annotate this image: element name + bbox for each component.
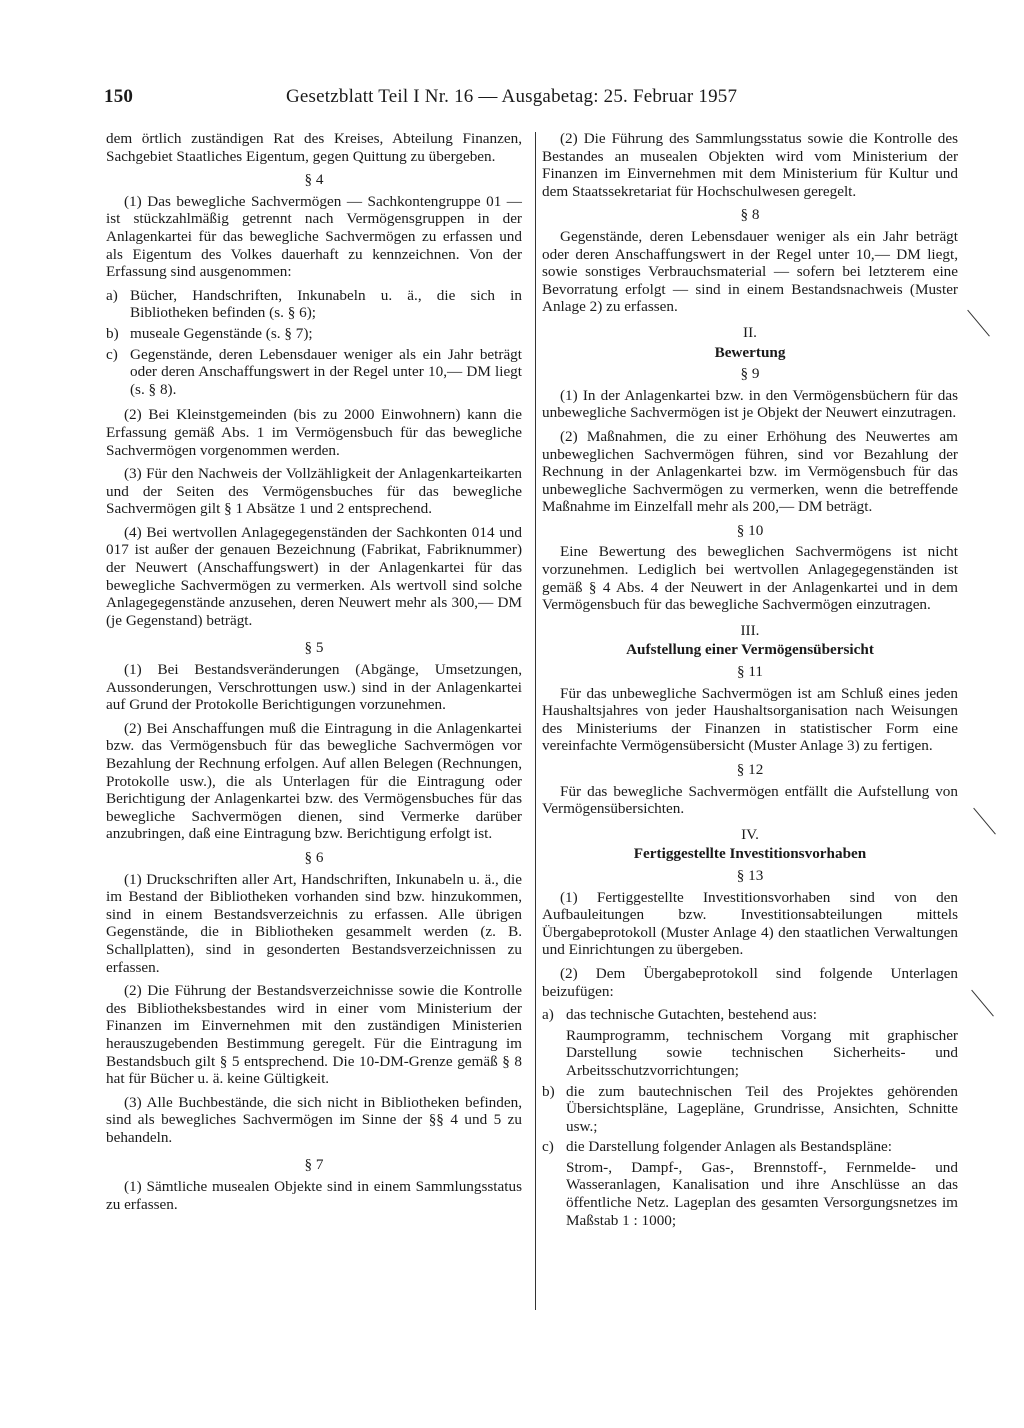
paragraph: (3) Für den Nachweis der Vollzähligkeit der Anlagenkarteikarten und der Seiten des Vermögensbuches für das bewegliche Sachvermögen gilt § 1 Absätze 1 und 2 entsprechend. — [106, 465, 522, 518]
page-header — [104, 86, 792, 108]
list-marker: c) — [542, 1138, 554, 1156]
paragraph: Eine Bewertung des beweglichen Sachvermögens ist nicht vorzunehmen. Lediglich bei wertvollen Anlagegegenständen ist gemäß § 4 Abs. 4 der Neuwert in der Anlagenkartei und in dem Vermögensbuch für das bewegliche Sachvermögen einzutragen. — [542, 543, 958, 614]
list-item — [106, 325, 522, 343]
list-text: museale Gegenstände (s. § 7); — [130, 324, 313, 342]
paragraph: Für das bewegliche Sachvermögen entfällt die Aufstellung von Vermögensübersichten. — [542, 782, 958, 818]
chapter-number: III. — [740, 621, 760, 639]
paragraph: (2) Bei Kleinstgemeinden (bis zu 2000 Einwohnern) kann die Erfassung gemäß Abs. 1 im Vermögensbuch für das bewegliche Sachvermögen vorgenommen werden. — [106, 406, 522, 459]
section-heading: § 4 — [304, 171, 324, 189]
list-text: das technische Gutachten, bestehend aus: — [566, 1006, 817, 1024]
section-heading: § 8 — [740, 206, 760, 224]
section-heading: § 7 — [304, 1156, 324, 1174]
section-heading: § 9 — [740, 365, 760, 383]
paragraph: (3) Alle Buchbestände, die sich nicht in Bibliotheken befinden, sind als bewegliches Sachvermögen im Sinne der §§ 4 und 5 zu behandeln. — [106, 1093, 522, 1146]
paragraph: Für das unbewegliche Sachvermögen ist am Schluß eines jeden Haushaltsjahres von jeder Haushaltsorganisation nach Weisungen des Ministeriums der Finanzen in statistischer Form eine vereinfachte Vermögensübersicht (Muster Anlage 3) zu fertigen. — [542, 684, 958, 755]
margin-mark — [973, 808, 996, 835]
paragraph: (2) Bei Anschaffungen muß die Eintragung in die Anlagenkartei bzw. das Vermögensbuch für das bewegliche Sachvermögen vor Bezahlung der Rechnung erfolgen. Auf allen Belegen (Rechnungen, Protokolle usw.), die als Unterlagen für die Eintragung oder Berichtigung der Anlagenkartei bzw. des Vermögensbuches für das bewegliche Sachvermögen dienen, sind Vermerke darüber anzubringen, daß eine Eintragung bzw. Berichtigung erfolgt ist. — [106, 719, 522, 843]
paragraph: (2) Die Führung der Bestandsverzeichnisse sowie die Kontrolle des Bibliotheksbestandes wird in einer vom Ministerium der Finanzen im Einvernehmen mit den zuständigen Ministerien herauszugebenden Bestimmung geregelt. Für die Eintragung im Bestandsbuch gilt § 5 entsprechend. Die 10-DM-Grenze gemäß § 8 hat für Bücher u. ä. keine Gültigkeit. — [106, 982, 522, 1088]
column-divider — [535, 132, 536, 1310]
list-text: Gegenstände, deren Lebensdauer weniger als ein Jahr beträgt oder deren Anschaffungswert in der Regel unter 10,— DM liegt (s. § 8). — [130, 345, 522, 398]
margin-mark — [967, 310, 990, 337]
paragraph: (1) Druckschriften aller Art, Handschriften, Inkunabeln u. ä., die im Bestand der Bibliotheken vorhanden sind bzw. hinzukommen, sind in einem Bestandsverzeichnis zu erfassen. Alle übrigen Gegenstände, die in Bibliotheken gesammelt werden (z. B. Schallplatten), sind in gesonderten Bestandsverzeichnissen zu erfassen. — [106, 870, 522, 976]
paragraph: (1) Fertiggestellte Investitionsvorhaben sind von den Aufbauleitungen bzw. Investitionsabteilungen mittels Übergabeprotokoll (Muster Anlage 4) den staatlichen Verwaltungen und Einrichtungen zu übergeben. — [542, 888, 958, 959]
list-text: die Darstellung folgender Anlagen als Bestandspläne: — [566, 1138, 893, 1156]
list-marker: a) — [542, 1006, 554, 1024]
section-heading: § 13 — [736, 866, 764, 884]
paragraph: (1) Bei Bestandsveränderungen (Abgänge, Umsetzungen, Aussonderungen, Verschrottungen usw.) sind in der Anlagenkartei auf Grund der Protokolle Berichtigungen vorzunehmen. — [106, 661, 522, 714]
list-marker: b) — [542, 1082, 555, 1100]
left-column — [106, 130, 522, 1219]
list-marker: c) — [106, 345, 118, 363]
list-text: die zum bautechnischen Teil des Projektes gehörenden Übersichtspläne, Lagepläne, Grundrisse, Ansichten, Schnitte usw.; — [566, 1082, 958, 1135]
margin-mark — [971, 990, 994, 1017]
list-subtext: Strom-, Dampf-, Gas-, Brennstoff-, Fernmelde- und Wasseranlagen, Kanalisation und ihre Anschlüsse an das öffentliche Netz. Lageplan des gesamten Versorgungsnetzes im Maßstab 1 : 1000; — [566, 1158, 958, 1229]
list-item — [542, 1083, 958, 1136]
paragraph: (2) Dem Übergabeprotokoll sind folgende Unterlagen beizufügen: — [542, 964, 958, 1000]
section-heading: § 10 — [736, 521, 764, 539]
section-heading: § 12 — [736, 761, 764, 778]
section-heading: § 6 — [304, 848, 324, 866]
section-heading: § 5 — [304, 639, 324, 657]
chapter-title: Bewertung — [714, 343, 786, 361]
paragraph: (2) Maßnahmen, die zu einer Erhöhung des Neuwertes am unbeweglichen Sachvermögen führen, sind vor Bezahlung der Rechnung in der Anlagenkartei bzw. im Vermögensbuch für das unbewegliche Sachvermögen zu vermerken, wenn die betreffende Maßnahme im Einzelfall mehr als 200,— DM beträgt. — [542, 427, 958, 516]
paragraph: (1) In der Anlagenkartei bzw. in den Vermögensbüchern für das unbewegliche Sachvermögen ist je Objekt der Neuwert einzutragen. — [542, 386, 958, 422]
paragraph: dem örtlich zuständigen Rat des Kreises, Abteilung Finanzen, Sachgebiet Staatliches Eigentum, gegen Quittung zu übergeben. — [106, 130, 522, 165]
list-item — [106, 346, 522, 399]
list-subtext: Raumprogramm, technischem Vorgang mit graphischer Darstellung sowie technischen Sicherheits- und Arbeitsschutzvorrichtungen; — [566, 1026, 958, 1079]
paragraph: (2) Die Führung des Sammlungsstatus sowie die Kontrolle des Bestandes an musealen Objekten wird vom Ministerium der Finanzen im Einvernehmen mit dem Ministerium für Kultur und dem Staatssekretariat für Hochschulwesen geregelt. — [542, 130, 958, 200]
list-text: Bücher, Handschriften, Inkunabeln u. ä., die sich in Bibliotheken befinden (s. § 6); — [130, 286, 522, 322]
chapter-title: Aufstellung einer Vermögensübersicht — [626, 641, 874, 659]
paragraph: Gegenstände, deren Lebensdauer weniger als ein Jahr beträgt oder deren Anschaffungswert in der Regel unter 10,— DM liegt, sowie sonstiges Verbrauchsmaterial — sofern bei letzterem eine Bevorratung erfolgt — sind in einem Bestandsnachweis (Muster Anlage 2) zu erfassen. — [542, 227, 958, 316]
list-marker: a) — [106, 286, 118, 304]
page-number: 150 — [104, 86, 134, 107]
right-column — [542, 130, 958, 1232]
paragraph: (4) Bei wertvollen Anlagegegenständen der Sachkonten 014 und 017 ist außer der genauen Bezeichnung (Fabrikat, Fabriknummer) der Neuwert (Anschaffungswert) in der Anlagenkartei für das bewegliche Sachvermögen zu vermerken. Als wertvoll sind solche Anlagegegenstände anzusehen, deren Neuwert mehr als 300,— DM (je Gegenstand) beträgt. — [106, 523, 522, 629]
list-marker: b) — [106, 324, 119, 342]
list-item — [106, 287, 522, 322]
header-title: Gesetzblatt Teil I Nr. 16 — Ausgabetag: 25. Februar 1957 — [286, 86, 738, 107]
list-item — [542, 1006, 958, 1024]
paragraph: (1) Sämtliche musealen Objekte sind in einem Sammlungsstatus zu erfassen. — [106, 1178, 522, 1213]
chapter-title: Fertiggestellte Investitionsvorhaben — [633, 845, 867, 863]
list-item — [542, 1138, 958, 1156]
section-heading: § 11 — [736, 663, 763, 681]
chapter-number: IV. — [741, 825, 759, 843]
chapter-number: II. — [743, 323, 757, 341]
paragraph: (1) Das bewegliche Sachvermögen — Sachkontengruppe 01 — ist stückzahlmäßig getrennt nach Vermögensgruppen in der Anlagenkartei für das bewegliche Sachvermögen zu erfassen und als Eigentum des Volkes dauerhaft zu kennzeichnen. Von der Erfassung sind ausgenommen: — [106, 192, 522, 281]
